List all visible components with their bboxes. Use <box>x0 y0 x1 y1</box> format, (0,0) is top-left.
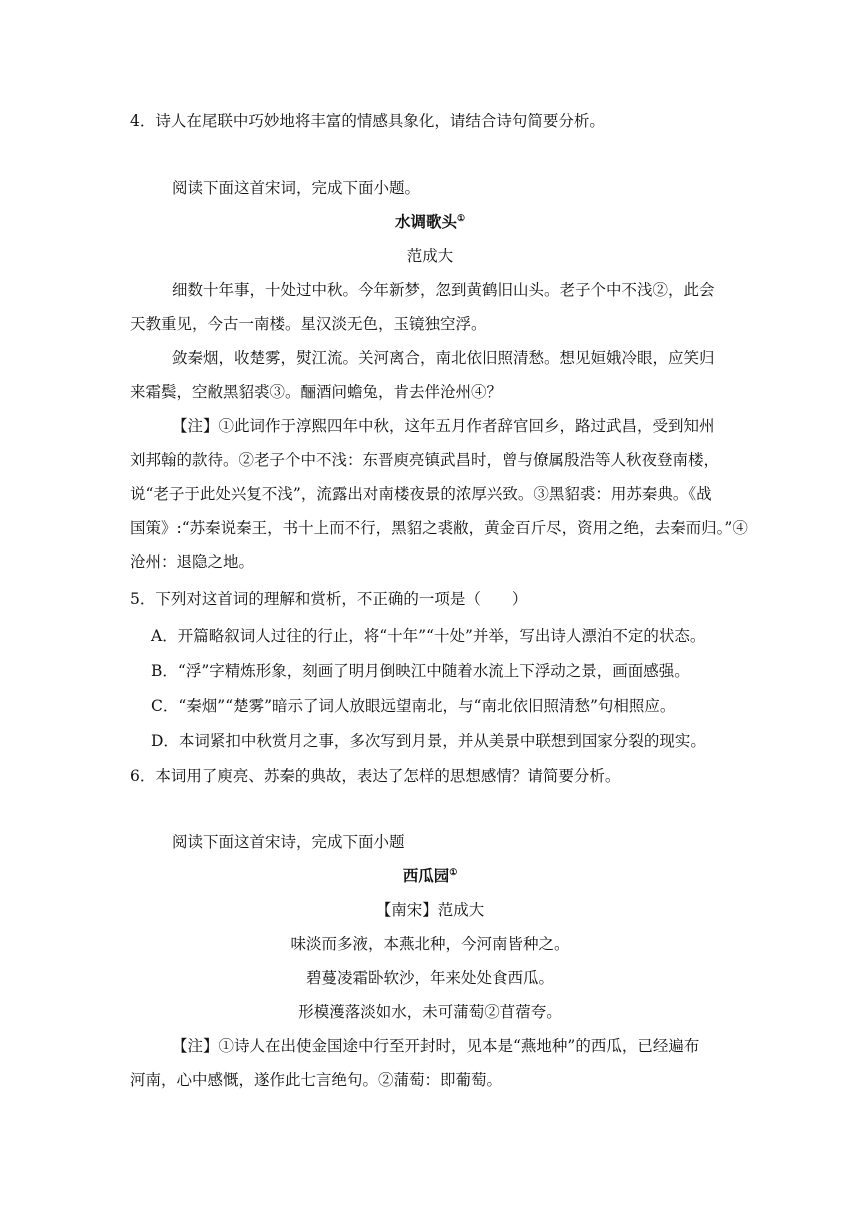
poem-note-line-2: 河南，心中感慨，遂作此七言绝句。②蒲萄：即葡萄。 <box>130 1071 503 1089</box>
question-5-option-d: D．本词紧扣中秋赏月之事，多次写到月景，并从美景中联想到国家分裂的现实。 <box>151 732 706 750</box>
ci-note-line-5: 沧州：退隐之地。 <box>130 553 255 571</box>
ci-note-line-4: 国策》:“苏秦说秦王，书十上而不行，黑貂之裘敝，黄金百斤尽，资用之绝，去秦而归。”④ <box>130 519 748 537</box>
ci-note-line-2: 刘邦翰的款待。②老子个中不浅：东晋庾亮镇武昌时，曾与僚属殷浩等人秋夜登南楼， <box>130 451 720 469</box>
poem-author: 【南宋】范成大 <box>375 901 485 919</box>
ci-author: 范成大 <box>406 247 454 265</box>
ci-title-text: 水调歌头 <box>394 212 457 231</box>
ci-paragraph-2-line-2: 来霜鬓，空敝黑貂裘③。酾酒问蟾兔，肯去伴沧州④？ <box>130 383 503 401</box>
question-5-option-c: C．“秦烟”“楚雾”暗示了词人放眼远望南北，与“南北依旧照清愁”句相照应。 <box>151 697 676 715</box>
ci-paragraph-2-line-1: 敛秦烟，收楚雾，熨江流。关河离合，南北依旧照清愁。想见姮娥冷眼，应笑归 <box>172 349 715 367</box>
question-4: 4．诗人在尾联中巧妙地将丰富的情感具象化，请结合诗句简要分析。 <box>130 112 605 130</box>
ci-note-line-1: 【注】①此词作于淳熙四年中秋，这年五月作者辞官回乡，路过武昌，受到知州 <box>172 417 715 435</box>
poem-line-1: 味淡而多液，本燕北种，今河南皆种之。 <box>290 935 570 953</box>
ci-title-note: ① <box>456 213 466 224</box>
poem-title-text: 西瓜园 <box>402 866 450 885</box>
poem-note-line-1: 【注】①诗人在出使金国途中行至开封时，见本是“燕地种”的西瓜，已经遍布 <box>172 1037 700 1055</box>
poem-line-3: 形模濩落淡如水，未可蒲萄②苜蓿夸。 <box>298 1003 562 1021</box>
poem-intro: 阅读下面这首宋诗，完成下面小题 <box>172 833 405 851</box>
ci-note-line-3: 说“老子于此处兴复不浅”，流露出对南楼夜景的浓厚兴致。③黑貂裘：用苏秦典。《战 <box>130 485 712 503</box>
ci-paragraph-1-line-1: 细数十年事，十处过中秋。今年新梦，忽到黄鹤旧山头。老子个中不浅②，此会 <box>172 281 715 299</box>
question-5-option-a: A．开篇略叙词人过往的行止，将“十年”“十处”并举，写出诗人漂泊不定的状态。 <box>151 627 706 645</box>
ci-paragraph-1-line-2: 天教重见，今古一南楼。星汉淡无色，玉镜独空浮。 <box>130 315 487 333</box>
question-5-option-b: B．“浮”字精炼形象，刻画了明月倒映江中随着水流上下浮动之景，画面感强。 <box>151 662 690 680</box>
ci-title <box>0 212 860 232</box>
question-5-stem: 5．下列对这首词的理解和赏析，不正确的一项是（ ） <box>130 590 528 608</box>
poem-title <box>0 866 860 886</box>
question-6: 6．本词用了庾亮、苏秦的典故，表达了怎样的思想感情？请简要分析。 <box>130 767 621 785</box>
poem-line-2: 碧蔓凌霜卧软沙，年来处处食西瓜。 <box>305 969 554 987</box>
poem-title-note: ① <box>449 867 458 878</box>
ci-intro: 阅读下面这首宋词，完成下面小题。 <box>172 179 421 197</box>
